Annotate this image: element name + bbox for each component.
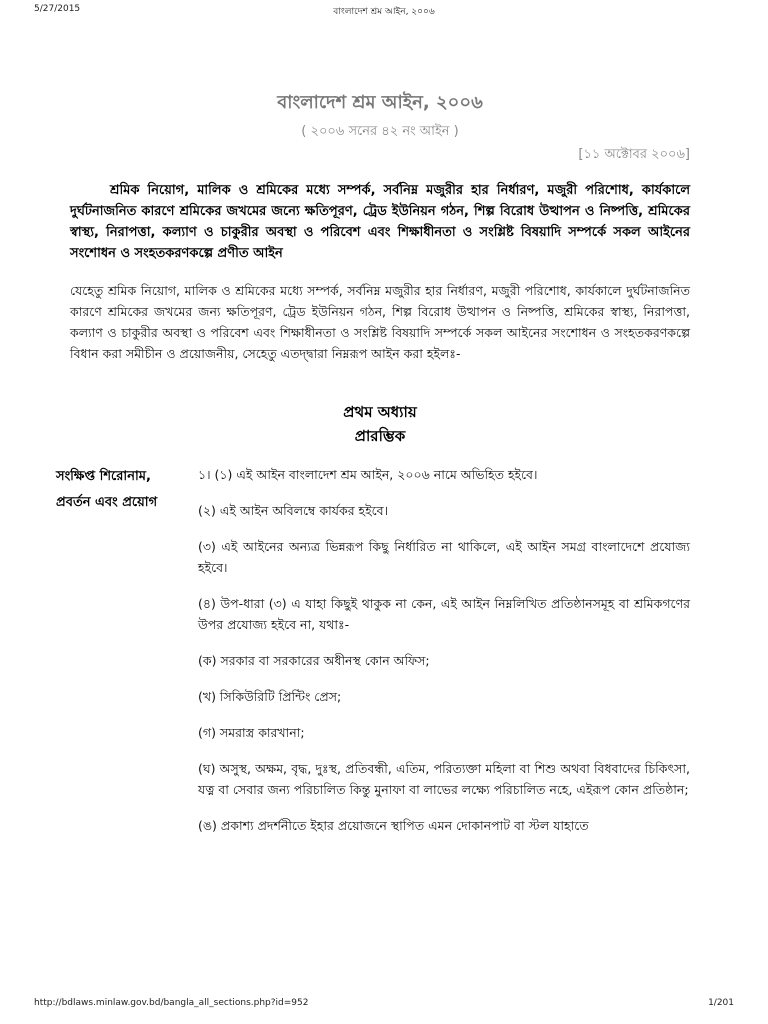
act-date: [১১ অক্টোবর ২০০৬] — [578, 147, 690, 162]
clause: (গ) সমরাস্ত্র কারখানা; — [198, 725, 305, 740]
chapter-title: প্রথম অধ্যায় — [343, 403, 417, 421]
clause: (ক) সরকার বা সরকারের অধীনস্থ কোন অফিস; — [198, 653, 430, 668]
chapter-subtitle: প্রারম্ভিক — [354, 427, 406, 445]
clause: (ঙ) প্রকাশ্য প্রদর্শনীতে ইহার প্রয়োজনে স্থাপিত এমন দোকানপাট বা স্টল যাহাতে — [198, 818, 589, 833]
act-title: বাংলাদেশ শ্রম আইন, ২০০৬ — [277, 92, 483, 113]
page-number: 1/201 — [708, 998, 734, 1008]
clause: ১। (১) এই আইন বাংলাদেশ শ্রম আইন, ২০০৬ নামে অভিহিত হইবে। — [198, 467, 538, 482]
preamble-body: যেহেতু শ্রমিক নিয়োগ, মালিক ও শ্রমিকের মধ্যে সম্পর্ক, সর্বনিম্ন মজুরীর হার নির্ধারণ, মজুরী পরিশোধ, কার্যকালে দুর্ঘটনাজনিত কারণে শ্রমিকের জখমের জন্য ক্ষতিপূরণ, ট্রেড ইউনিয়ন গঠন, শিল্প বিরোধ উত্থাপন ও নিষ্পত্তি, শ্রমিকের স্বাস্থ্য, নিরাপত্তা, কল্যাণ ও চাকুরীর অবস্থা ও পরিবেশ এবং শিক্ষাধীনতা ও সংশ্লিষ্ট বিষয়াদি সম্পর্কে সকল আইনের সংশোধন ও সংহতকরণকল্পে বিধান করা সমীচীন ও প্রয়োজনীয়, সেহেতু এতদ্দ্বারা নিম্নরূপ আইন করা হইলঃ- — [70, 283, 690, 361]
preamble-title: শ্রমিক নিয়োগ, মালিক ও শ্রমিকের মধ্যে সম্পর্ক, সর্বনিম্ন মজুরীর হার নির্ধারণ, মজুরী পরিশোধ, কার্যকালে দুর্ঘটনাজনিত কারণে শ্রমিকের জখমের জন্যে ক্ষতিপূরণ, ট্রেড ইউনিয়ন গঠন, শিল্প বিরোধ উত্থাপন ও নিষ্পত্তি, শ্রমিকের স্বাস্থ্য, নিরাপত্তা, কল্যাণ ও চাকুরীর অবস্থা ও পরিবেশ এবং শিক্ষাধীনতা ও সংশ্লিষ্ট বিষয়াদি সম্পর্কে সকল আইনের সংশোধন ও সংহতকরণকল্পে প্রণীত আইন — [70, 183, 690, 261]
section-side-heading: সংক্ষিপ্ত শিরোনাম, প্রবর্তন এবং প্রয়োগ — [56, 469, 158, 510]
print-header-title: বাংলাদেশ শ্রম আইন, ২০০৬ — [333, 7, 435, 17]
act-number: ( ২০০৬ সনের ৪২ নং আইন ) — [301, 124, 459, 139]
clause: (ঘ) অসুস্থ, অক্ষম, বৃদ্ধ, দুঃস্থ, প্রতিবন্ধী, এতিম, পরিত্যক্তা মহিলা বা শিশু অথবা বিধবাদের চিকিৎসা, যত্ন বা সেবার জন্য পরিচালিত কিন্তু মুনাফা বা লাভের লক্ষ্যে পরিচালিত নহে, এইরূপ কোন প্রতিষ্ঠান; — [198, 761, 690, 797]
print-header — [34, 4, 734, 20]
section-1 — [56, 464, 690, 836]
print-date: 5/27/2015 — [34, 4, 81, 14]
clause: (২) এই আইন অবিলম্বে কার্যকর হইবে। — [198, 503, 389, 518]
clause: (৩) এই আইনের অন্যত্র ভিন্নরূপ কিছু নির্ধারিত না থাকিলে, এই আইন সমগ্র বাংলাদেশে প্রযোজ্য হইবে। — [198, 539, 690, 575]
page-url: http://bdlaws.minlaw.gov.bd/bangla_all_sections.php?id=952 — [34, 998, 309, 1008]
print-footer — [34, 998, 734, 1014]
section-body — [198, 464, 690, 836]
chapter-heading — [70, 400, 690, 448]
clause: (খ) সিকিউরিটি প্রিন্টিং প্রেস; — [198, 689, 342, 704]
document-content — [56, 88, 690, 851]
clause: (৪) উপ-ধারা (৩) এ যাহা কিছুই থাকুক না কেন, এই আইন নিম্নলিখিত প্রতিষ্ঠানসমূহ বা শ্রমিকগণের উপর প্রযোজ্য হইবে না, যথাঃ- — [198, 596, 690, 632]
